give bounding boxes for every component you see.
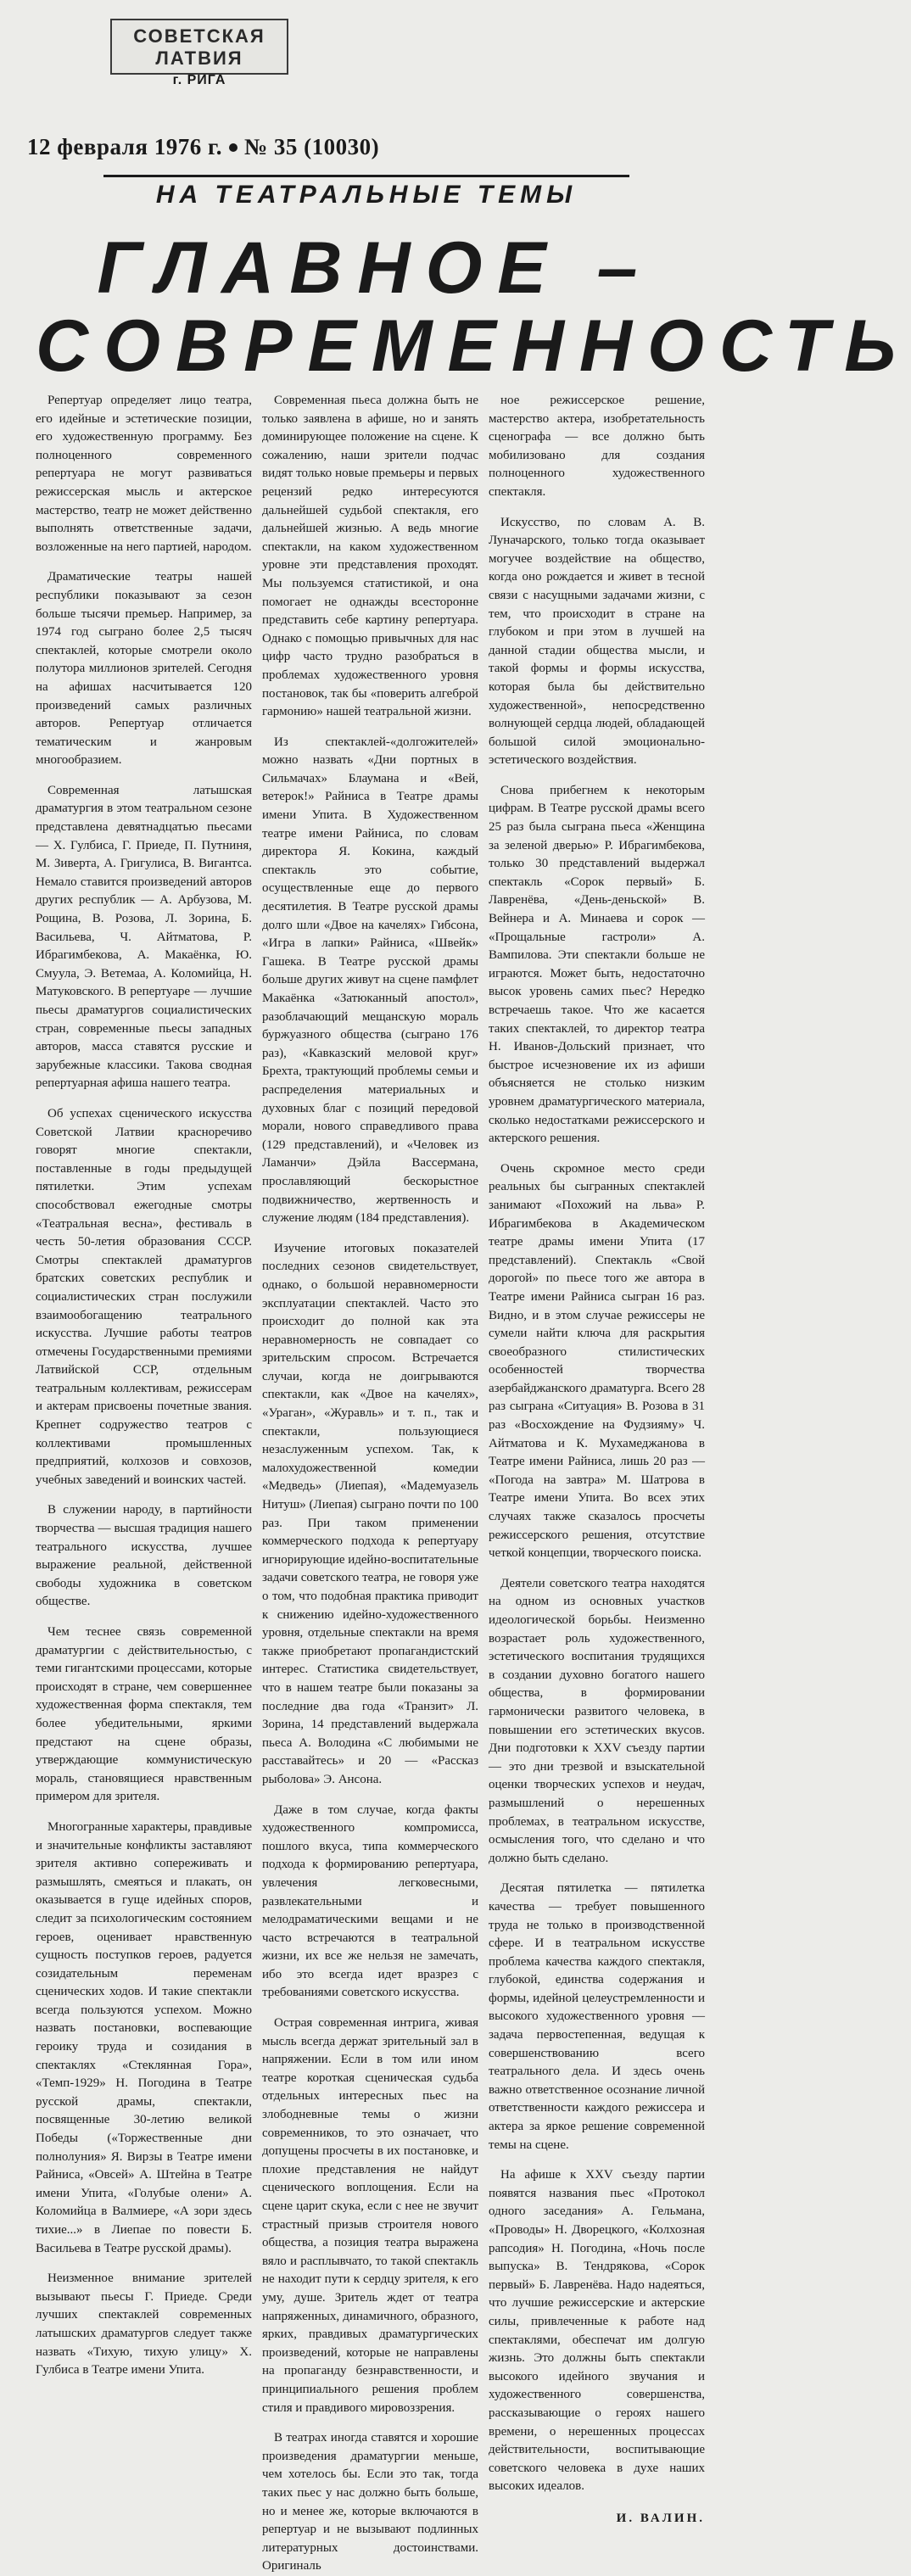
article-paragraph: Репертуар определяет лицо театра, его идейные и эстетические позиции, его художественную программу. Без полноценного современного репертуара не могут развиваться режиссерская мысль и актерское мастерство, театр не может действенно выполнять ответственные задачи, возложенные на него партией, народом. [36, 394, 252, 554]
article-paragraph: Острая современная интрига, живая мысль всегда держат зрительный зал в напряжении. Если в том или ином театре короткая сценическая судьба отдельных интересных пьес на злободневные темы о жизни современников, то это означает, что допущены просчеты в их постановке, и плохие представления не найдут сценического воплощения. Если на сцене царит скука, если с нее не звучит страстный призыв строителя нового общества, а позиция театра выражена вяло и расплывчато, то такой спектакль не находит пути к сердцу зрителя, к его уму, душе. Зритель ждет от театра напряженных, динамичного, образного, ярких, правдивых драматургических произведений, которые не направлены на пропаганду безнравственности, и принципиального решения проблем стиля и правдивого мировоззрения. [262, 2016, 478, 2415]
article-paragraph: Даже в том случае, когда факты художественного компромисса, пошлого вкуса, типа коммерческого подхода к формированию репертуара, увлечения легковесными, развлекательными и мелодраматическими вещами и не часто встречаются в театральной жизни, их все же нельзя не замечать, ибо это всегда идет вразрез с требованиями советского искусства. [262, 1802, 478, 2000]
article-column-1 [36, 392, 252, 2378]
article-paragraph: Снова прибегнем к некоторым цифрам. В Театре русской драмы всего 25 раз была сыграна пьеса «Женщина за зеленой дверью» Р. Ибрагимбекова, только 30 представлений выдержал спектакль «Сорок первый» Б. Лавренёва, «День-деньской» В. Вейнера и А. Минаева и сорок — «Прощальные гастроли» А. Вампилова. Эти спектакли больше не играются. Может быть, недостаточно высок уровень самих пьес? Нередко встречаешь такое. Что же касается таких спектаклей, то директор театра Н. Иванов-Дольский признает, что быстрое исчезновение их из афиши объясняется не столько низким уровнем драматургического материала, сколько недостатками режиссерского и актерского решения. [489, 783, 705, 1146]
article-paragraph: Очень скромное место среди реальных бы сыгранных спектаклей занимают «Похожий на льва» Р. Ибрагимбекова в Академическом театре драмы имени Упита (17 представлений). Спектакль «Свой дорогой» по пьесе того же автора в Театре имени Райниса сыгран 16 раз. Видно, и в этом случае режиссеры не сумели найти ключа для раскрытия своеобразного стилистических особенностей творчества азербайджанского драматурга. Всего 28 раз сыграна «Ситуация» В. Розова в 31 раз «Восхождение на Фудзияму» Ч. Айтматова и К. Мухамеджанова в Театре имени Райниса, лишь 20 раз — «Погода на завтра» М. Шатрова в Театре имени Упита. Во всех этих случаях также сказалось просчеты режиссерского решения, отсутствие четкой концепции, творческого поиска. [489, 1161, 705, 1561]
rubric-title: НА ТЕАТРАЛЬНЫЕ ТЕМЫ [103, 175, 629, 210]
issue-number: № 35 (10030) [243, 134, 380, 159]
article-column-2 [262, 392, 478, 2573]
article-paragraph: Деятели советского театра находятся на одном из основных участков идеологической борьбы. Неизменно возрастает роль художественного, эстетического воспитания трудящихся в создании духовно богатого нашего общества, в формировании гармонически развитого человека, в повышении его эстетических вкусов. Дни подготовки к XXV съезду партии — это дни трезвой и взыскательной оценки творческих успехов и неудач, размышлений о нерешенных проблемах, в театральном искусстве, осмысления того, что сделано и что должно быть сделано. [489, 1576, 705, 1865]
article-paragraph: На афише к XXV съезду партии появятся названия пьес «Протокол одного заседания» А. Гельмана, «Проводы» Н. Дворецкого, «Колхозная рапсодия» Н. Погодина, «Ночь после выпуска» В. Тендрякова, «Сорок первый» Б. Лавренёва. Надо надеяться, что лучшие режиссерские и актерские силы, привлеченные к работе над спектаклями, обеспечат им долгую жизнь. Это должны быть спектакли высокого идейного звучания и художественного совершенства, рассказывающие о героях нашего времени, о нерешенных процессах действительности, воспитывающие советского человека в духе наших высоких идеалов. [489, 2168, 705, 2494]
bullet-icon [229, 143, 238, 152]
article-paragraph: Из спектаклей-«долгожителей» можно назвать «Дни портных в Сильмачах» Блаумана и «Вей, ветерок!» Райниса в Театре драмы имени Упита. В Художественном театре имени Райниса, по словам директора Я. Кокина, каждый спектакль это событие, осуществленные еще до первого десятилетия. В Театре русской драмы долго шли «Двое на качелях» Гибсона, «Игра в лапки» Райниса, «Швейк» Гашека. В Театре русской драмы больше других живут на сцене памфлет Макаёнка «Затюканный апостол», разоблачающий мещанскую мораль буржуазного общества (сыграно 176 раз), «Кавказский меловой круг» Брехта, трактующий проблемы семьи и распределения материальных и духовных благ с позиций передовой морали, нового справедливого права (129 представлений), и «Человек из Ламанчи» Дэйла Вассермана, прославляющий бескорыстное подвижничество, жертвенность и служение людям (184 представления). [262, 735, 478, 1226]
article-column-3 [489, 392, 705, 2525]
article-paragraph: ное режиссерское решение, мастерство актера, изобретательность сценографа — все должно быть мобилизовано для создания полноценного художественного спектакля. [489, 394, 705, 499]
stamp-city: г. РИГА [172, 73, 226, 87]
article-paragraph: Десятая пятилетка — пятилетка качества — требует повышенного труда не только в производственной сфере. И в театральном искусстве проблема качества каждого спектакля, глубокой, единства содержания и формы, идейной целеустремленности и высокого художественного уровня — задача первостепенная, ведущая к совершенствованию всего театрального дела. И здесь очень важно ответственное осознание личной ответственности каждого режиссера и актера за яркое решение современной темы на сцене. [489, 1881, 705, 2152]
issue-date: 12 февраля 1976 г. [27, 134, 222, 159]
article-paragraph: В театрах иногда ставятся и хорошие произведения драматургии меньше, чем хотелось бы. Если это так, тогда таких пьес у нас должно быть больше, но и менее же, которые включаются в репертуар и не вызывают подлинных литературных достоинствами. Оригиналь [262, 2431, 478, 2573]
article-paragraph: Современная пьеса должна быть не только заявлена в афише, но и занять доминирующее положение на сцене. К сожалению, наши зрители подчас видят только новые премьеры и первых рецензий редко интересуются дальнейшей судьбой спектакля, его дальнейшей жизнью. А ведь многие спектакли, на каком художественном уровне эти представления проходят. Мы пользуемся статистикой, и она помогает не однажды всесторонне представить себе картину репертуара. Однако с помощью привычных для нас цифр часто трудно разобраться в проблемах художественного уровня постановок, так бы «поверить алгеброй гармонию» нашей театральной жизни. [262, 394, 478, 719]
author-signature: И. ВАЛИН. [616, 2511, 705, 2525]
article-paragraph: Современная латышская драматургия в этом театральном сезоне представлена девятнадцатью пьесами — Х. Гулбиса, Г. Приеде, П. Путниня, М. Зиверта, А. Григулиса, В. Вигантса. Немало ставится произведений авторов других республик — А. Арбузова, М. Рощина, В. Розова, Л. Зорина, Б. Васильева, Ч. Айтматова, Р. Ибрагимбекова, А. Макаёнка, Ю. Смуула, Э. Ветемаа, А. Коломийца, Н. Матуковского. В репертуаре — лучшие пьесы драматургов социалистических стран, современные пьесы западных авторов, масса ставятся русские и зарубежные классики. Такова сводная репертуарная афиша нашего театра. [36, 783, 252, 1091]
article-paragraph: Чем теснее связь современной драматургии с действительностью, с теми гигантскими процессами, которые происходят в стране, чем совершеннее художественная форма спектакля, тем более убедительными, яркими предстают на сцене образы, утверждающие коммунистическую мораль, становящиеся нравственным примером для зрителя. [36, 1625, 252, 1804]
newspaper-stamp [110, 19, 288, 87]
newspaper-clipping [19, 17, 911, 2573]
article-paragraph: Многогранные характеры, правдивые и значительные конфликты заставляют зрителя активно сопереживать и размышлять, смеяться и плакать, он оказывается в гуще идейных споров, следит за психологическим состоянием героев, оценивает нравственную сущность поступков героев, радуется созидательным переменам сценических ходов. И такие спектакли всегда пользуются успехом. Можно назвать постановки, воспевающие героику труда и созидания в спектаклях «Стеклянная Гора», «Темп-1929» Н. Погодина в Театре русской драмы, спектакли, посвященные 30-летию великой Победы («Торжественные дни полнолуния» Я. Вирзы в Театре имени Райниса, «Овсей» А. Штейна в Театре имени Упита, «Голубые олени» А. Коломийца в Валмиере, «А зори здесь тихие...» в Лиепае по повести Б. Васильева в Театре русской драмы). [36, 1819, 252, 2255]
issue-line [27, 134, 379, 160]
article-paragraph: Неизменное внимание зрителей вызывают пьесы Г. Приеде. Среди лучших спектаклей современных латышских драматургов следует также назвать «Тихую, тихую улицу» Х. Гулбиса в Театре имени Упита. [36, 2271, 252, 2378]
stamp-newspaper-name: СОВЕТСКАЯ ЛАТВИЯ [133, 25, 265, 69]
article-headline [36, 227, 911, 387]
article-paragraph: Искусство, по словам А. В. Луначарского, только тогда оказывает могучее воздействие на общество, когда оно рождается и живет в тесной связи с насущными задачами жизни, с тем, что происходит в стране на глубоком и при этом в лучшей на данной стадии общества мысли, и такой формы и формы искусства, которая была бы действительно художественной», непосредственно волнующей сердца людей, обладающей большой силой эмоционально-эстетического воздействия. [489, 515, 705, 768]
article-paragraph: Изучение итоговых показателей последних сезонов свидетельствует, однако, о большой неравномерности эксплуатации спектаклей. Часто это происходит до полной как эта неравномерность не совпадает со зрительским спросом. Встречается случаи, когда не доигрываются спектакли, как «Двое на качелях», «Ураган», «Журавль» и т. п., так и спектакли, пользующиеся незаслуженным успехом. Так, к малохудожественной комедии «Медведь» (Лиепая), «Мадемуазель Нитуш» (Лиепая) сыграно почти по 100 раз. При таком применении коммерческого подхода к репертуару игнорирующие идейно-воспитательные задачи советского театра, не говоря уже о том, что подобная практика приводит к снижению идейно-художественного уровня, отдельные спектакли на время также приобретают пропагандистский интерес. Статистика свидетельствует, что в нашем театре были показаны за последние два года «Транзит» Л. Зорина, 14 представлений выдержала пьеса А. Володина «С любимыми не расставайтесь» и 20 — «Рассказ рыболова» Э. Ансона. [262, 1241, 478, 1786]
article-paragraph: В служении народу, в партийности творчества — высшая традиция нашего театрального искусства, лучшее выражение реальной, действенной свободы художника в советском обществе. [36, 1503, 252, 1609]
article-paragraph: Драматические театры нашей республики показывают за сезон больше тысячи премьер. Например, за 1974 год сыграно более 2,5 тысяч спектаклей, которые смотрели около полутора миллионов зрителей. Сегодня на афишах насчитывается 120 произведений самых различных авторов. Репертуар отличается тематическим и жанровым многообразием. [36, 570, 252, 768]
headline-line-2: СОВРЕМЕННОСТЬ [36, 305, 911, 387]
article-body [36, 392, 706, 2573]
headline-line-1: ГЛАВНОЕ – [97, 227, 653, 309]
article-paragraph: Об успехах сценического искусства Советской Латвии красноречиво говорят многие спектакли, поставленные в годы предыдущей пятилетки. Этим успехам способствовал ежегодные смотры «Театральная весна», фестиваль в честь 50-летия образования СССР. Смотры спектаклей драматургов братских советских республик и социалистических стран послужили взаимообогащению театрального искусства. Лучшие работы театров отмечены Государственными премиями Латвийской ССР, отдельным театральным коллективам, режиссерам и актерам присвоены почетные звания. Крепнет содружество театров с коллективами промышленных предприятий, колхозов и совхозов, учебных заведений и воинских частей. [36, 1106, 252, 1487]
